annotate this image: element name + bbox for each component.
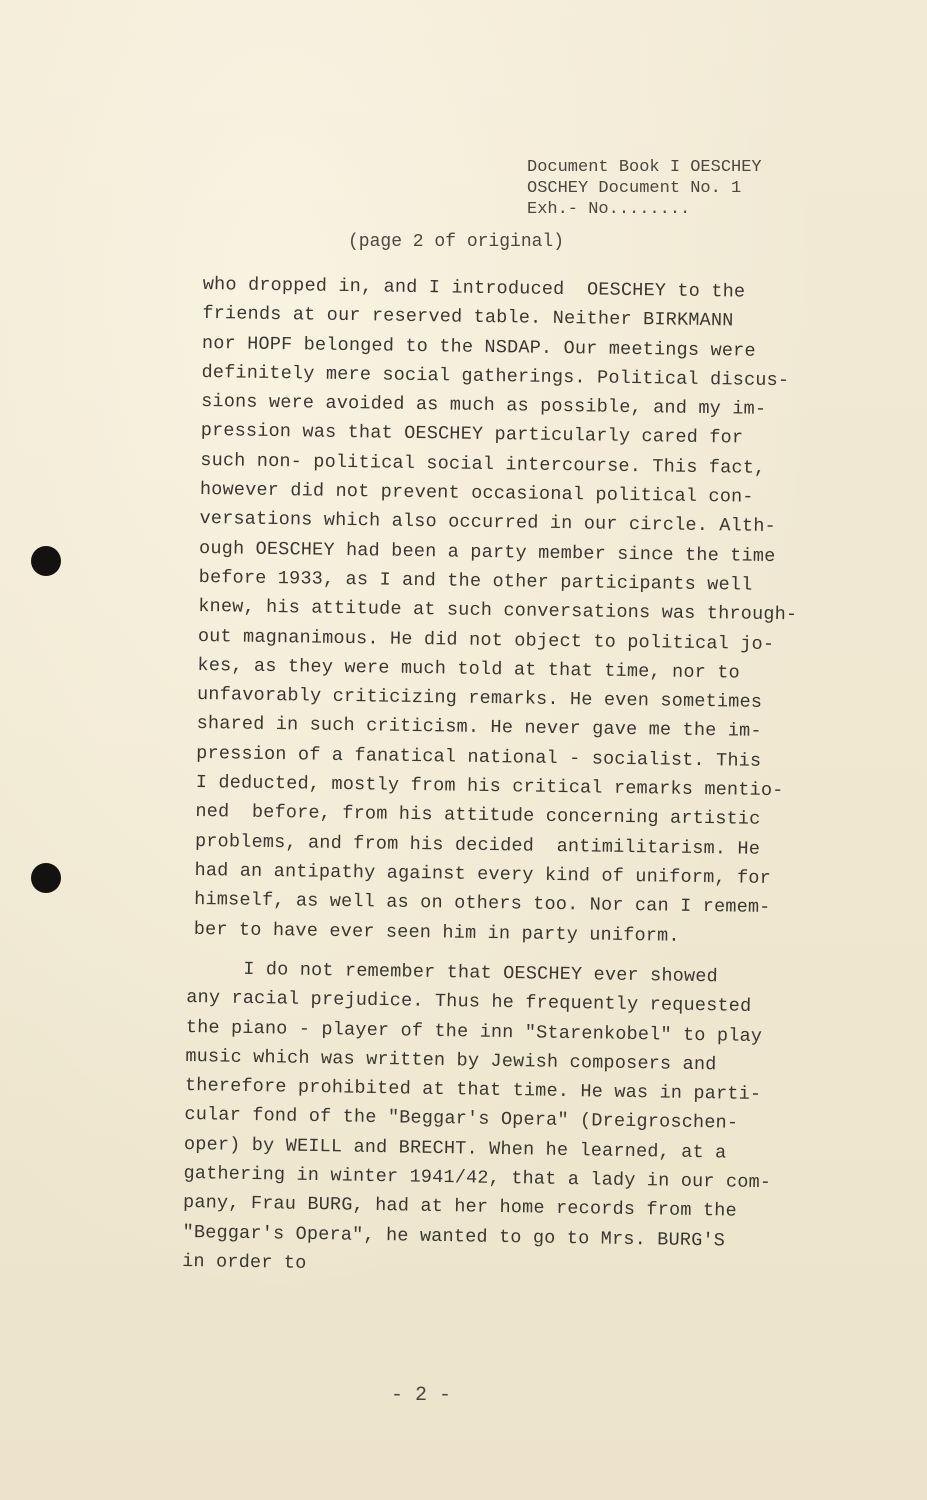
text-line: unfavorably criticizing remarks. He even sometimes <box>196 684 763 714</box>
text-line: pany, Frau BURG, had at her home records from the <box>182 1192 737 1223</box>
text-line: pression was that OESCHEY particularly cared for <box>200 420 744 450</box>
header-line-1: Document Book I OESCHEY <box>527 158 762 177</box>
text-line: ned before, from his attitude concerning artistic <box>195 801 761 831</box>
text-line: problems, and from his decided antimilitarism. He <box>194 830 761 860</box>
text-line: definitely mere social gatherings. Political discus- <box>201 361 790 392</box>
text-line: "Beggar's Opera", he wanted to go to Mrs. BURG'S <box>182 1221 726 1252</box>
page-number: - 2 - <box>391 1384 452 1407</box>
text-line: such non- political social intercourse. This fact, <box>200 449 766 479</box>
text-line: gathering in winter 1941/42, that a lady in our com- <box>183 1163 772 1194</box>
paragraph-2 <box>182 954 775 1285</box>
text-line: friends at our reserved table. Neither BIRKMANN <box>202 303 734 332</box>
paragraph-1 <box>194 270 802 952</box>
text-line: pression of a fanatical national - socialist. This <box>196 742 762 772</box>
text-line: I deducted, mostly from his critical remarks mentio- <box>195 771 784 802</box>
text-line: cular fond of the "Beggar's Opera" (Dreigroschen- <box>184 1104 739 1135</box>
page-caption: (page 2 of original) <box>348 232 565 252</box>
text-line: however did not prevent occasional political con- <box>199 479 754 508</box>
punch-hole-bottom <box>31 863 61 893</box>
text-line: versations which also occurred in our circle. Alth- <box>199 508 777 538</box>
text-line: ough OESCHEY had been a party member since the time <box>198 537 776 567</box>
text-line: before 1933, as I and the other participants well <box>198 566 753 596</box>
document-header <box>527 157 762 220</box>
text-line: who dropped in, and I introduced OESCHEY to the <box>202 273 746 303</box>
text-line: had an antipathy against every kind of uniform, for <box>194 859 772 889</box>
text-line: therefore prohibited at that time. He was in parti- <box>184 1075 762 1106</box>
text-line: oper) by WEILL and BRECHT. When he learned, at a <box>183 1133 727 1164</box>
header-line-3: Exh.- No........ <box>527 200 691 219</box>
text-line: himself, as well as on others too. Nor can I remem- <box>194 889 771 919</box>
text-line: any racial prejudice. Thus he frequently requested <box>186 987 752 1018</box>
text-line: sions were avoided as much as possible, and my im- <box>201 391 767 421</box>
text-line: nor HOPF belonged to the NSDAP. Our meetings were <box>201 332 756 362</box>
text-line: knew, his attitude at such conversations was through- <box>198 596 798 626</box>
text-line: shared in such criticism. He never gave me the im- <box>196 713 762 743</box>
text-line: the piano - player of the inn "Starenkobel" to play <box>185 1016 763 1047</box>
text-line: ber to have ever seen him in party uniform. <box>193 918 680 947</box>
text-line: kes, as they were much told at that time, nor to <box>197 654 741 684</box>
text-line: out magnanimous. He did not object to political jo- <box>197 625 775 655</box>
text-line: in order to <box>182 1250 307 1274</box>
text-line: I do not remember that OESCHEY ever showed <box>186 957 719 988</box>
punch-hole-top <box>31 546 61 576</box>
text-line: music which was written by Jewish composers and <box>185 1045 717 1076</box>
header-line-2: OSCHEY Document No. 1 <box>527 179 742 198</box>
